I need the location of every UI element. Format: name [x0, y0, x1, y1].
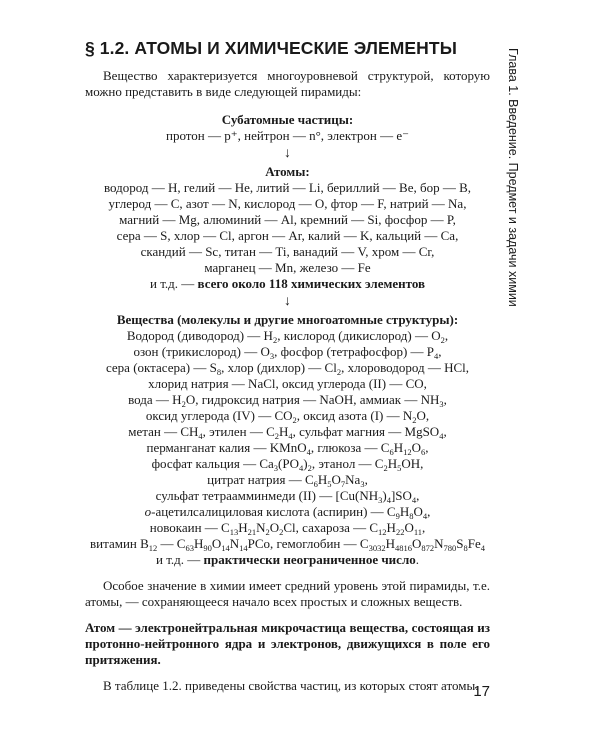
- atom-definition: Атом — электронейтральная микрочастица вещества, состоящая из протонно-нейтронного ядра и электронов, движущихся в поле его притяжения.: [85, 620, 490, 667]
- substance-line: фосфат кальция — $Ca_3(PO_4)_2$, этанол — $C_2H_5OH$,: [151, 456, 424, 473]
- down-arrow-icon: ↓: [284, 146, 291, 161]
- atoms-title: Атомы:: [265, 164, 310, 179]
- subatomic-line: протон — p⁺, нейтрон — n°, электрон — e⁻: [166, 128, 409, 143]
- substance-line: оксид углерода (IV) — $CO_2$, оксид азота (I) — $N_2O$,: [145, 408, 430, 425]
- atoms-line: магний — Mg, алюминий — Al, кремний — Si, фосфор — P,: [119, 212, 456, 227]
- atoms-etc-bold: всего около 118 химических элементов: [197, 276, 426, 291]
- substance-line: Водород (диводород) — $H_2$, кислород (дикислород) — $O_2$,: [126, 328, 449, 345]
- chapter-running-title: Глава 1. Введение. Предмет и задачи химии: [506, 48, 520, 307]
- section-heading: § 1.2. АТОМЫ И ХИМИЧЕСКИЕ ЭЛЕМЕНТЫ: [85, 38, 457, 58]
- subatomic-title: Субатомные частицы:: [221, 112, 354, 127]
- substance-line: сульфат тетраамминмеди (II) — $[Cu(NH_3)_4]SO_4$,: [155, 488, 420, 505]
- substances-etc-line: [85, 552, 490, 568]
- atoms-line: марганец — Mn, железо — Fe: [204, 260, 371, 275]
- page-number: 17: [473, 683, 490, 700]
- substances-title: Вещества (молекулы и другие многоатомные структуры):: [116, 312, 459, 327]
- substance-line: вода — $H_2O$, гидроксид натрия — NaOH, аммиак — $NH_3$,: [128, 392, 447, 409]
- down-arrow-icon: ↓: [284, 294, 291, 309]
- substances-etc-bold: практически неограниченное число: [203, 552, 416, 567]
- atoms-line: скандий — Sc, титан — Ti, ванадий — V, хром — Cr,: [140, 244, 435, 259]
- page-body: [85, 68, 490, 694]
- substances-etc-suffix: .: [415, 552, 419, 567]
- atoms-line: сера — S, хлор — Cl, аргон — Ar, калий — K, кальций — Ca,: [116, 228, 459, 243]
- substance-line: o-ацетилсалициловая кислота (аспирин) — $C_9H_8O_4$,: [144, 504, 431, 521]
- paragraph-table-reference: В таблице 1.2. приведены свойства частиц, из которых стоят атомы.: [103, 678, 479, 693]
- atoms-line: водород — H, гелий — He, литий — Li, бериллий — Be, бор — B,: [103, 180, 472, 195]
- substance-line: метан — $CH_4$, этилен — $C_2H_4$, сульфат магния — MgSO$_4$,: [128, 424, 447, 441]
- intro-paragraph: Вещество характеризуется многоуровневой структурой, которую можно представить в виде следующей пирамиды:: [85, 68, 490, 99]
- substance-line: витамин $B_{12}$ — $C_{63}H_{90}O_{14}N_{14}PCo$, гемоглобин — $C_{3032}H_{4816}O_{872}N_{780}S_8Fe_4$: [90, 536, 485, 553]
- paragraph-average-level: Особое значение в химии имеет средний уровень этой пирамиды, т.е. атомы, — сохраняющееся начало всех простых и сложных веществ.: [85, 578, 490, 609]
- substance-line: новокаин — $C_{13}H_{21}N_2O_2Cl$, сахароза — $C_{12}H_{22}O_{11}$,: [149, 520, 426, 537]
- substance-line: цитрат натрия — $C_6H_5O_7Na_3$,: [207, 472, 368, 489]
- atoms-etc-line: [85, 276, 490, 292]
- atoms-etc-prefix: и т.д. —: [149, 276, 198, 291]
- substance-line: хлорид натрия — NaCl, оксид углерода (II) — CO,: [148, 376, 427, 391]
- atoms-line: углерод — C, азот — N, кислород — O, фтор — F, натрий — Na,: [108, 196, 467, 211]
- substances-etc-prefix: и т.д. —: [156, 552, 204, 567]
- substance-line: озон (трикислород) — $O_3$, фосфор (тетрафосфор) — $P_4$,: [133, 344, 442, 361]
- substance-line: сера (октасера) — $S_8$, хлор (дихлор) — $Cl_2$, хлороводород — HCl,: [105, 360, 470, 377]
- substance-line: перманганат калия — KMnO$_4$, глюкоза — $C_6H_{12}O_6$,: [146, 440, 429, 457]
